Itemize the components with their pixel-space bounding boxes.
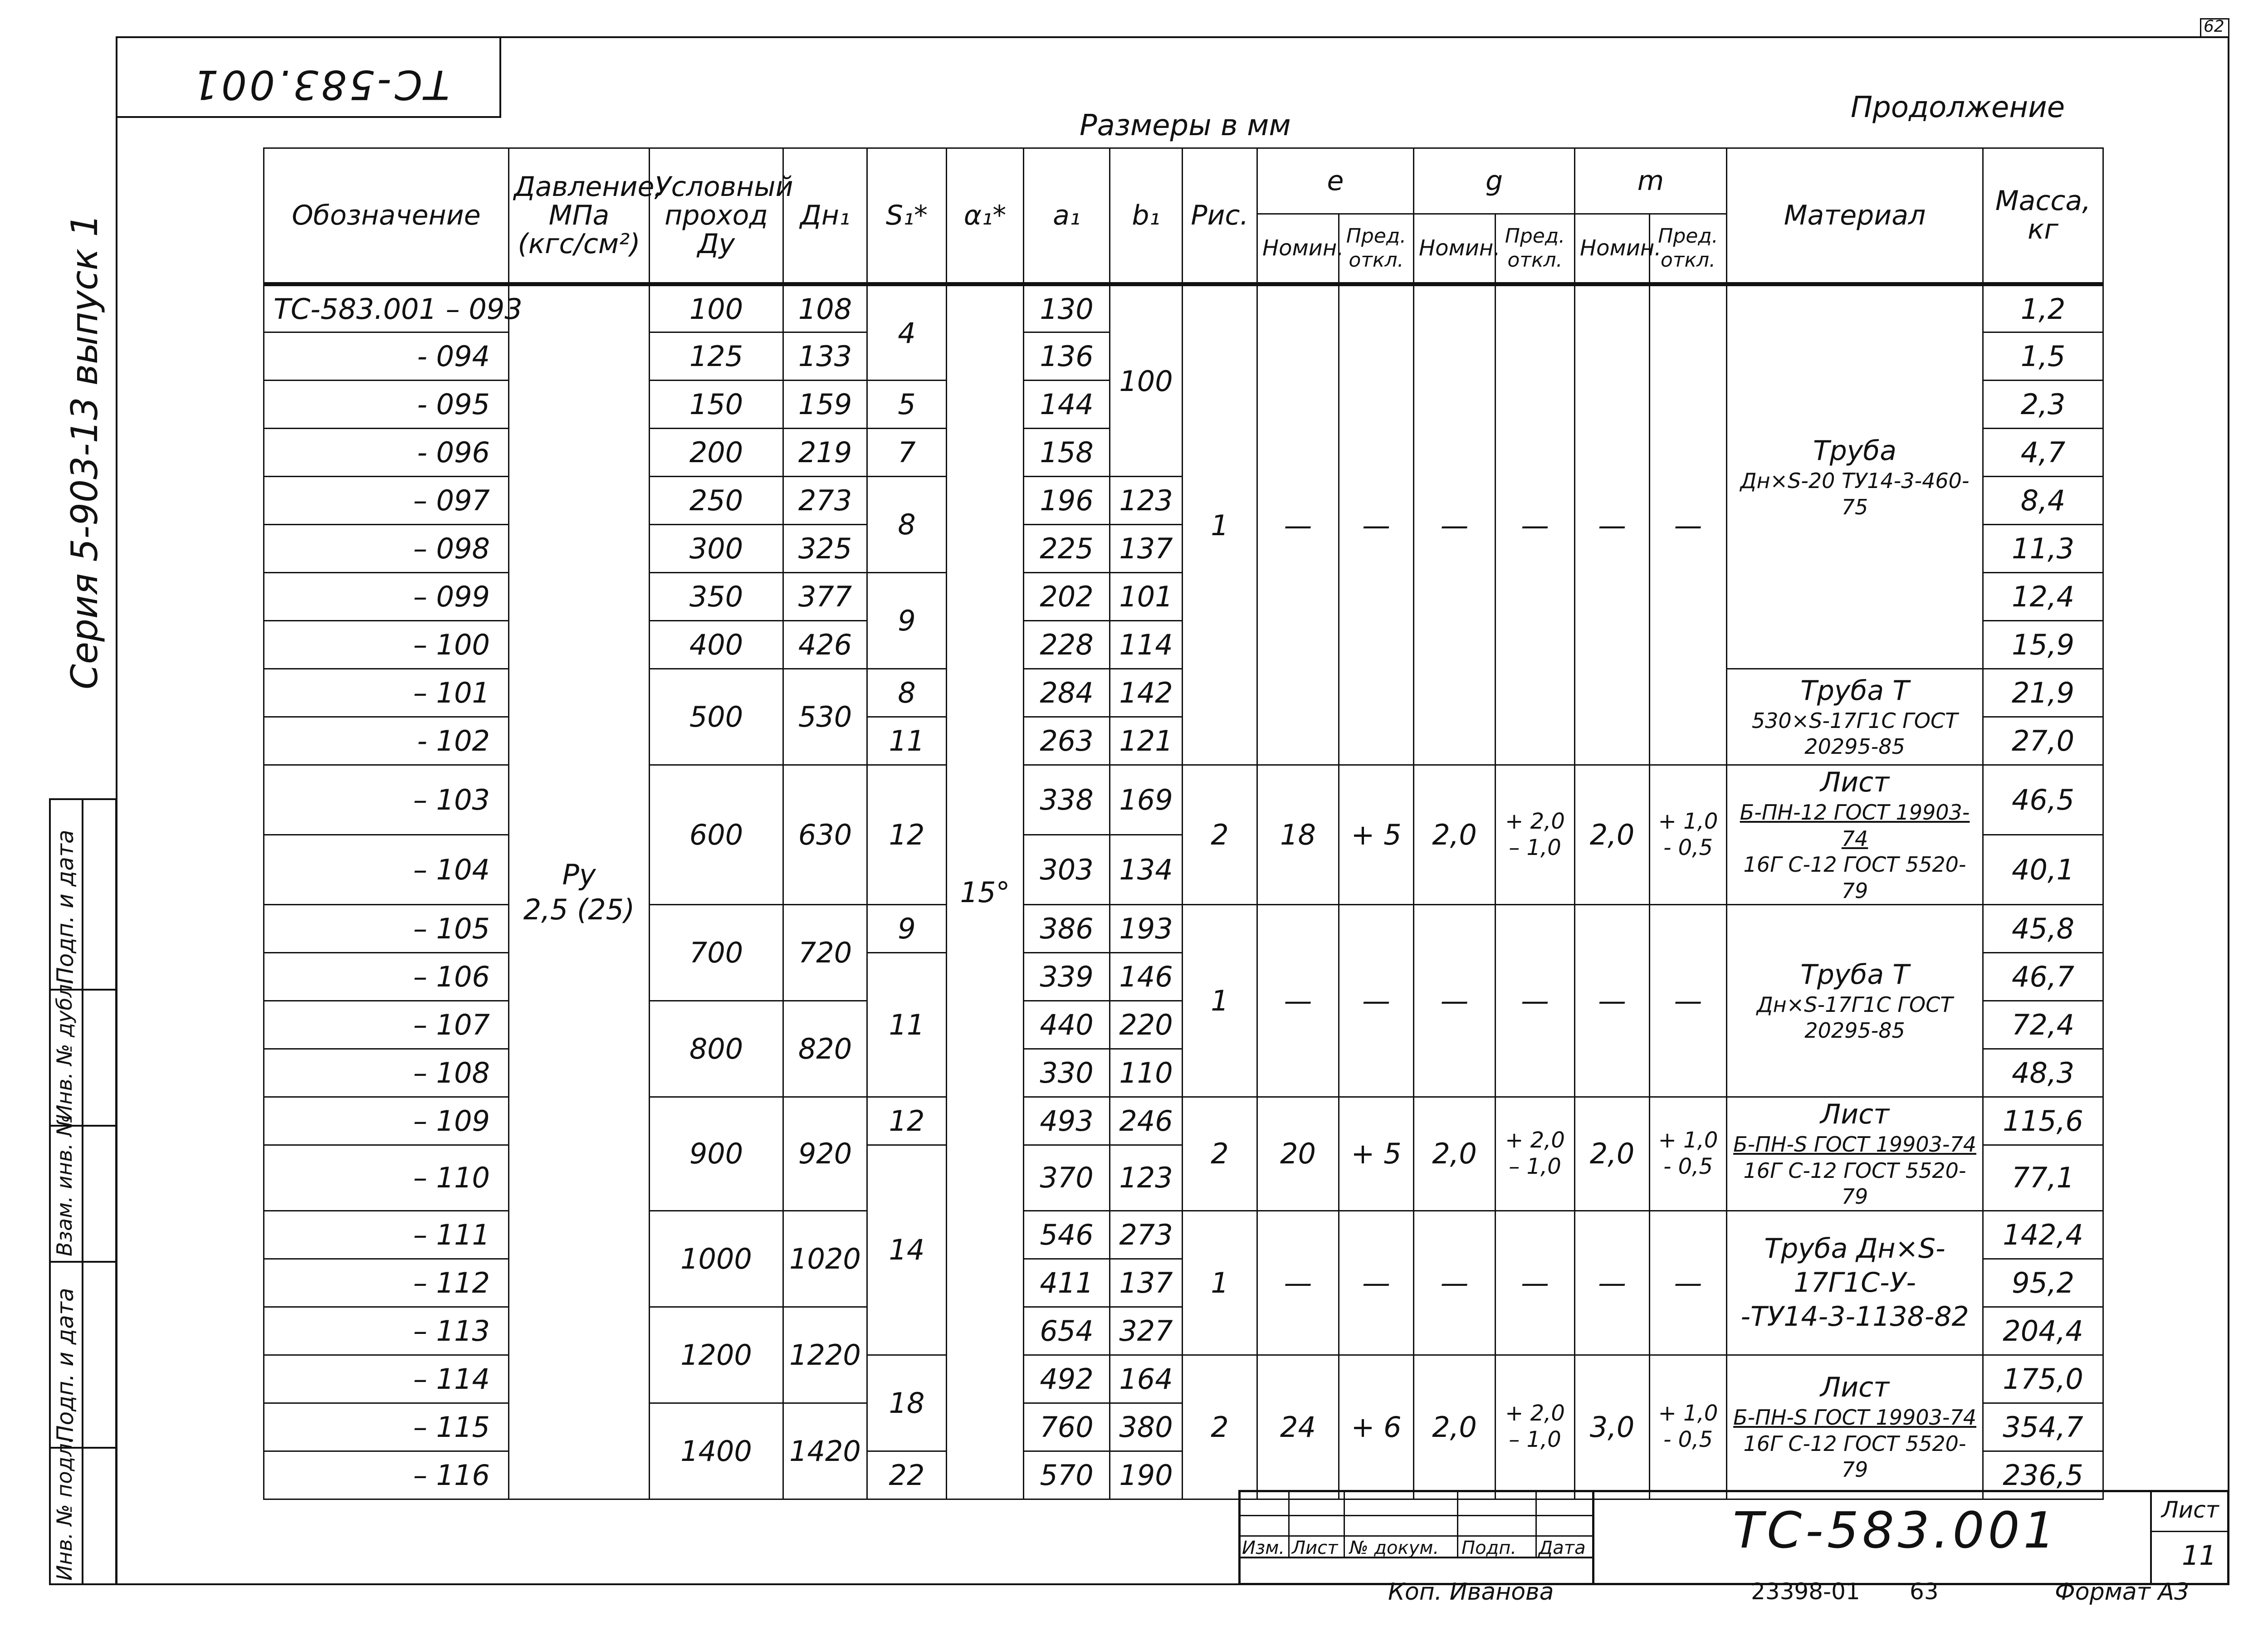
b-cell: 101 (1110, 573, 1183, 621)
designation-cell: – 098 (264, 525, 509, 573)
m-dev-cell: + 1,0 - 0,5 (1650, 1355, 1727, 1499)
col-a1: a₁ (1024, 148, 1110, 284)
b-cell: 327 (1110, 1307, 1183, 1355)
mass-cell: 4,7 (1983, 429, 2103, 477)
side-strip-divider (82, 798, 83, 1585)
stamp-col-list: Лист (1292, 1538, 1338, 1558)
designation-cell: – 099 (264, 573, 509, 621)
continuation-label: Продолжение (1851, 91, 2065, 124)
e-dev-cell: + 5 (1339, 1097, 1414, 1211)
b-cell: 100 (1110, 284, 1183, 477)
material-cell: Труба Т Дн×S-17Г1С ГОСТ 20295-85 (1727, 905, 1983, 1097)
e-nom-cell: 24 (1257, 1355, 1339, 1499)
dh-cell: 1420 (783, 1403, 867, 1499)
col-dh1: Дн₁ (783, 148, 867, 284)
side-field-orig-inv: Инв. № подл. (52, 1436, 77, 1581)
mass-cell: 1,5 (1983, 332, 2103, 381)
material-cell: Лист Б-ПН-12 ГОСТ 19903-74 16Г С-12 ГОСТ 5520-79 (1727, 765, 1983, 905)
b-cell: 220 (1110, 1001, 1183, 1049)
col-designation: Обозначение (264, 148, 509, 284)
fig-cell: 2 (1183, 1355, 1257, 1499)
material-cell: Труба Т 530×S-17Г1С ГОСТ 20295-85 (1727, 669, 1983, 765)
mass-cell: 12,4 (1983, 573, 2103, 621)
a-cell: 144 (1024, 381, 1110, 429)
mass-cell: 95,2 (1983, 1259, 2103, 1307)
a-cell: 440 (1024, 1001, 1110, 1049)
s-cell: 9 (867, 905, 947, 953)
dh-cell: 219 (783, 429, 867, 477)
s-cell: 12 (867, 765, 947, 905)
a-cell: 196 (1024, 477, 1110, 525)
designation-cell: - 096 (264, 429, 509, 477)
designation-cell: – 106 (264, 953, 509, 1001)
col-b1: b₁ (1110, 148, 1183, 284)
fig-cell: 2 (1183, 765, 1257, 905)
col-material: Материал (1727, 148, 1983, 284)
du-cell: 300 (650, 525, 783, 573)
m-nom-cell: — (1575, 1211, 1650, 1355)
designation-cell: – 116 (264, 1451, 509, 1499)
s-cell: 11 (867, 953, 947, 1097)
dh-cell: 630 (783, 765, 867, 905)
dh-cell: 820 (783, 1001, 867, 1097)
e-dev-cell: + 6 (1339, 1355, 1414, 1499)
a-cell: 370 (1024, 1145, 1110, 1211)
a-cell: 654 (1024, 1307, 1110, 1355)
dh-cell: 426 (783, 621, 867, 669)
b-cell: 137 (1110, 525, 1183, 573)
mass-cell: 45,8 (1983, 905, 2103, 953)
m-nom-cell: 3,0 (1575, 1355, 1650, 1499)
b-cell: 164 (1110, 1355, 1183, 1403)
a-cell: 338 (1024, 765, 1110, 835)
g-nom-cell: — (1414, 905, 1496, 1097)
designation-cell: – 108 (264, 1049, 509, 1097)
designation-cell: – 111 (264, 1211, 509, 1259)
du-cell: 350 (650, 573, 783, 621)
designation-cell: – 109 (264, 1097, 509, 1145)
m-nom-cell: 2,0 (1575, 765, 1650, 905)
designation-cell: – 097 (264, 477, 509, 525)
mass-cell: 1,2 (1983, 284, 2103, 332)
b-cell: 169 (1110, 765, 1183, 835)
b-cell: 273 (1110, 1211, 1183, 1259)
m-dev-cell: — (1650, 1211, 1727, 1355)
dh-cell: 108 (783, 284, 867, 332)
du-cell: 400 (650, 621, 783, 669)
g-dev-cell: — (1496, 905, 1575, 1097)
mass-cell: 204,4 (1983, 1307, 2103, 1355)
a-cell: 263 (1024, 717, 1110, 765)
designation-cell: – 103 (264, 765, 509, 835)
designation-cell: – 101 (264, 669, 509, 717)
mass-cell: 115,6 (1983, 1097, 2103, 1145)
stamp-copied-by: Коп. Иванова (1388, 1578, 1554, 1606)
s-cell: 22 (867, 1451, 947, 1499)
col-e-nom: Номин. (1257, 214, 1339, 284)
b-cell: 123 (1110, 477, 1183, 525)
designation-cell: – 113 (264, 1307, 509, 1355)
side-field-sign-date-1: Подп. и дата (52, 830, 78, 984)
side-field-dup-inv: Инв. № дубл. (52, 977, 77, 1120)
e-nom-cell: — (1257, 284, 1339, 765)
a-cell: 303 (1024, 835, 1110, 905)
col-s1: S₁* (867, 148, 947, 284)
du-cell: 800 (650, 1001, 783, 1097)
mass-cell: 77,1 (1983, 1145, 2103, 1211)
dh-cell: 377 (783, 573, 867, 621)
a-cell: 158 (1024, 429, 1110, 477)
g-dev-cell: — (1496, 284, 1575, 765)
du-cell: 1000 (650, 1211, 783, 1307)
m-dev-cell: — (1650, 905, 1727, 1097)
dh-cell: 1020 (783, 1211, 867, 1307)
stamp-inventory-extra: 63 (1910, 1578, 1939, 1605)
s-cell: 11 (867, 717, 947, 765)
e-dev-cell: + 5 (1339, 765, 1414, 905)
col-m-dev: Пред. откл. (1650, 214, 1727, 284)
col-mass: Масса, кг (1983, 148, 2103, 284)
dimensions-table (263, 147, 2104, 1500)
material-cell: Лист Б-ПН-S ГОСТ 19903-74 16Г С-12 ГОСТ 5520-79 (1727, 1355, 1983, 1499)
g-nom-cell: 2,0 (1414, 1097, 1496, 1211)
b-cell: 142 (1110, 669, 1183, 717)
designation-cell: - 102 (264, 717, 509, 765)
pressure-cell: Ру 2,5 (25) (509, 284, 650, 1499)
du-cell: 500 (650, 669, 783, 765)
alpha-cell: 15° (947, 284, 1024, 1499)
stamp-col-sign: Подп. (1461, 1538, 1517, 1558)
du-cell: 1400 (650, 1403, 783, 1499)
designation-cell: - 095 (264, 381, 509, 429)
b-cell: 110 (1110, 1049, 1183, 1097)
designation-cell: – 112 (264, 1259, 509, 1307)
e-nom-cell: — (1257, 1211, 1339, 1355)
a-cell: 386 (1024, 905, 1110, 953)
m-dev-cell: + 1,0 - 0,5 (1650, 765, 1727, 905)
fig-cell: 1 (1183, 1211, 1257, 1355)
e-nom-cell: 18 (1257, 765, 1339, 905)
a-cell: 339 (1024, 953, 1110, 1001)
mirrored-code: ТС-583.001 (191, 61, 450, 108)
du-cell: 1200 (650, 1307, 783, 1403)
designation-cell: ТС-583.001 – 093 (264, 284, 509, 332)
col-g-nom: Номин. (1414, 214, 1496, 284)
stamp-col-doc: № докум. (1349, 1538, 1439, 1558)
mass-cell: 8,4 (1983, 477, 2103, 525)
mass-cell: 46,7 (1983, 953, 2103, 1001)
e-dev-cell: — (1339, 905, 1414, 1097)
s-cell: 5 (867, 381, 947, 429)
dh-cell: 530 (783, 669, 867, 765)
designation-cell: – 105 (264, 905, 509, 953)
fig-cell: 1 (1183, 905, 1257, 1097)
b-cell: 134 (1110, 835, 1183, 905)
m-nom-cell: — (1575, 284, 1650, 765)
stamp-format: Формат А3 (2055, 1578, 2190, 1606)
b-cell: 123 (1110, 1145, 1183, 1211)
mass-cell: 46,5 (1983, 765, 2103, 835)
sheet-corner-number: 62 (2204, 17, 2224, 36)
col-g: g (1414, 148, 1575, 214)
stamp-doc-code: ТС-583.001 (1733, 1501, 2059, 1559)
dh-cell: 920 (783, 1097, 867, 1211)
stamp-col-date: Дата (1539, 1538, 1586, 1558)
mass-cell: 72,4 (1983, 1001, 2103, 1049)
material-cell: Труба Дн×S-17Г1С-У- -ТУ14-3-1138-82 (1727, 1211, 1983, 1355)
dh-cell: 325 (783, 525, 867, 573)
dh-cell: 1220 (783, 1307, 867, 1403)
a-cell: 570 (1024, 1451, 1110, 1499)
stamp-inventory-no: 23398-01 (1751, 1578, 1860, 1605)
a-cell: 202 (1024, 573, 1110, 621)
b-cell: 114 (1110, 621, 1183, 669)
e-dev-cell: — (1339, 284, 1414, 765)
s-cell: 4 (867, 284, 947, 381)
du-cell: 125 (650, 332, 783, 381)
s-cell: 8 (867, 669, 947, 717)
series-label: Серия 5-903-13 выпуск 1 (64, 214, 106, 689)
s-cell: 18 (867, 1355, 947, 1451)
designation-cell: – 114 (264, 1355, 509, 1403)
du-cell: 100 (650, 284, 783, 332)
designation-cell: – 110 (264, 1145, 509, 1211)
a-cell: 330 (1024, 1049, 1110, 1097)
dh-cell: 133 (783, 332, 867, 381)
mass-cell: 48,3 (1983, 1049, 2103, 1097)
mass-cell: 354,7 (1983, 1403, 2103, 1451)
du-cell: 150 (650, 381, 783, 429)
dh-cell: 159 (783, 381, 867, 429)
g-nom-cell: 2,0 (1414, 765, 1496, 905)
a-cell: 760 (1024, 1403, 1110, 1451)
mass-cell: 21,9 (1983, 669, 2103, 717)
designation-cell: - 094 (264, 332, 509, 381)
g-nom-cell: — (1414, 1211, 1496, 1355)
du-cell: 200 (650, 429, 783, 477)
du-cell: 250 (650, 477, 783, 525)
g-dev-cell: — (1496, 1211, 1575, 1355)
stamp-sheet-number: 11 (2182, 1540, 2217, 1572)
b-cell: 121 (1110, 717, 1183, 765)
mass-cell: 236,5 (1983, 1451, 2103, 1499)
col-e: e (1257, 148, 1414, 214)
col-m-nom: Номин. (1575, 214, 1650, 284)
col-e-dev: Пред. откл. (1339, 214, 1414, 284)
designation-cell: – 107 (264, 1001, 509, 1049)
table-row (264, 284, 2103, 332)
col-dn: Условный проход Ду (650, 148, 783, 284)
s-cell: 7 (867, 429, 947, 477)
du-cell: 900 (650, 1097, 783, 1211)
b-cell: 193 (1110, 905, 1183, 953)
mass-cell: 175,0 (1983, 1355, 2103, 1403)
g-nom-cell: — (1414, 284, 1496, 765)
b-cell: 190 (1110, 1451, 1183, 1499)
side-field-sign-date-2: Подп. и дата (52, 1288, 78, 1442)
col-alpha1: α₁* (947, 148, 1024, 284)
stamp-col-izm: Изм. (1242, 1538, 1285, 1558)
s-cell: 9 (867, 573, 947, 669)
col-fig: Рис. (1183, 148, 1257, 284)
dh-cell: 720 (783, 905, 867, 1001)
e-nom-cell: — (1257, 905, 1339, 1097)
a-cell: 130 (1024, 284, 1110, 332)
s-cell: 12 (867, 1097, 947, 1145)
b-cell: 137 (1110, 1259, 1183, 1307)
s-cell: 8 (867, 477, 947, 573)
col-g-dev: Пред. откл. (1496, 214, 1575, 284)
mass-cell: 142,4 (1983, 1211, 2103, 1259)
mass-cell: 40,1 (1983, 835, 2103, 905)
s-cell: 14 (867, 1145, 947, 1355)
dims-caption: Размеры в мм (1080, 109, 1291, 142)
col-pressure: Давление, МПа (кгс/см²) (509, 148, 650, 284)
g-dev-cell: + 2,0 – 1,0 (1496, 765, 1575, 905)
col-m: m (1575, 148, 1727, 214)
e-dev-cell: — (1339, 1211, 1414, 1355)
a-cell: 492 (1024, 1355, 1110, 1403)
du-cell: 600 (650, 765, 783, 905)
mass-cell: 15,9 (1983, 621, 2103, 669)
a-cell: 136 (1024, 332, 1110, 381)
g-dev-cell: + 2,0 – 1,0 (1496, 1355, 1575, 1499)
mass-cell: 11,3 (1983, 525, 2103, 573)
a-cell: 228 (1024, 621, 1110, 669)
material-cell: Лист Б-ПН-S ГОСТ 19903-74 16Г С-12 ГОСТ 5520-79 (1727, 1097, 1983, 1211)
b-cell: 380 (1110, 1403, 1183, 1451)
stamp-sheet-label: Лист (2161, 1497, 2219, 1523)
a-cell: 546 (1024, 1211, 1110, 1259)
a-cell: 225 (1024, 525, 1110, 573)
a-cell: 284 (1024, 669, 1110, 717)
dh-cell: 273 (783, 477, 867, 525)
m-dev-cell: + 1,0 - 0,5 (1650, 1097, 1727, 1211)
e-nom-cell: 20 (1257, 1097, 1339, 1211)
mass-cell: 2,3 (1983, 381, 2103, 429)
b-cell: 146 (1110, 953, 1183, 1001)
designation-cell: – 100 (264, 621, 509, 669)
m-nom-cell: 2,0 (1575, 1097, 1650, 1211)
a-cell: 411 (1024, 1259, 1110, 1307)
material-cell: Труба Дн×S-20 ТУ14-3-460-75 (1727, 284, 1983, 669)
g-nom-cell: 2,0 (1414, 1355, 1496, 1499)
du-cell: 700 (650, 905, 783, 1001)
b-cell: 246 (1110, 1097, 1183, 1145)
designation-cell: – 115 (264, 1403, 509, 1451)
m-dev-cell: — (1650, 284, 1727, 765)
g-dev-cell: + 2,0 – 1,0 (1496, 1097, 1575, 1211)
mass-cell: 27,0 (1983, 717, 2103, 765)
fig-cell: 1 (1183, 284, 1257, 765)
designation-cell: – 104 (264, 835, 509, 905)
m-nom-cell: — (1575, 905, 1650, 1097)
a-cell: 493 (1024, 1097, 1110, 1145)
side-field-replace-inv: Взам. инв. № (52, 1114, 77, 1256)
fig-cell: 2 (1183, 1097, 1257, 1211)
